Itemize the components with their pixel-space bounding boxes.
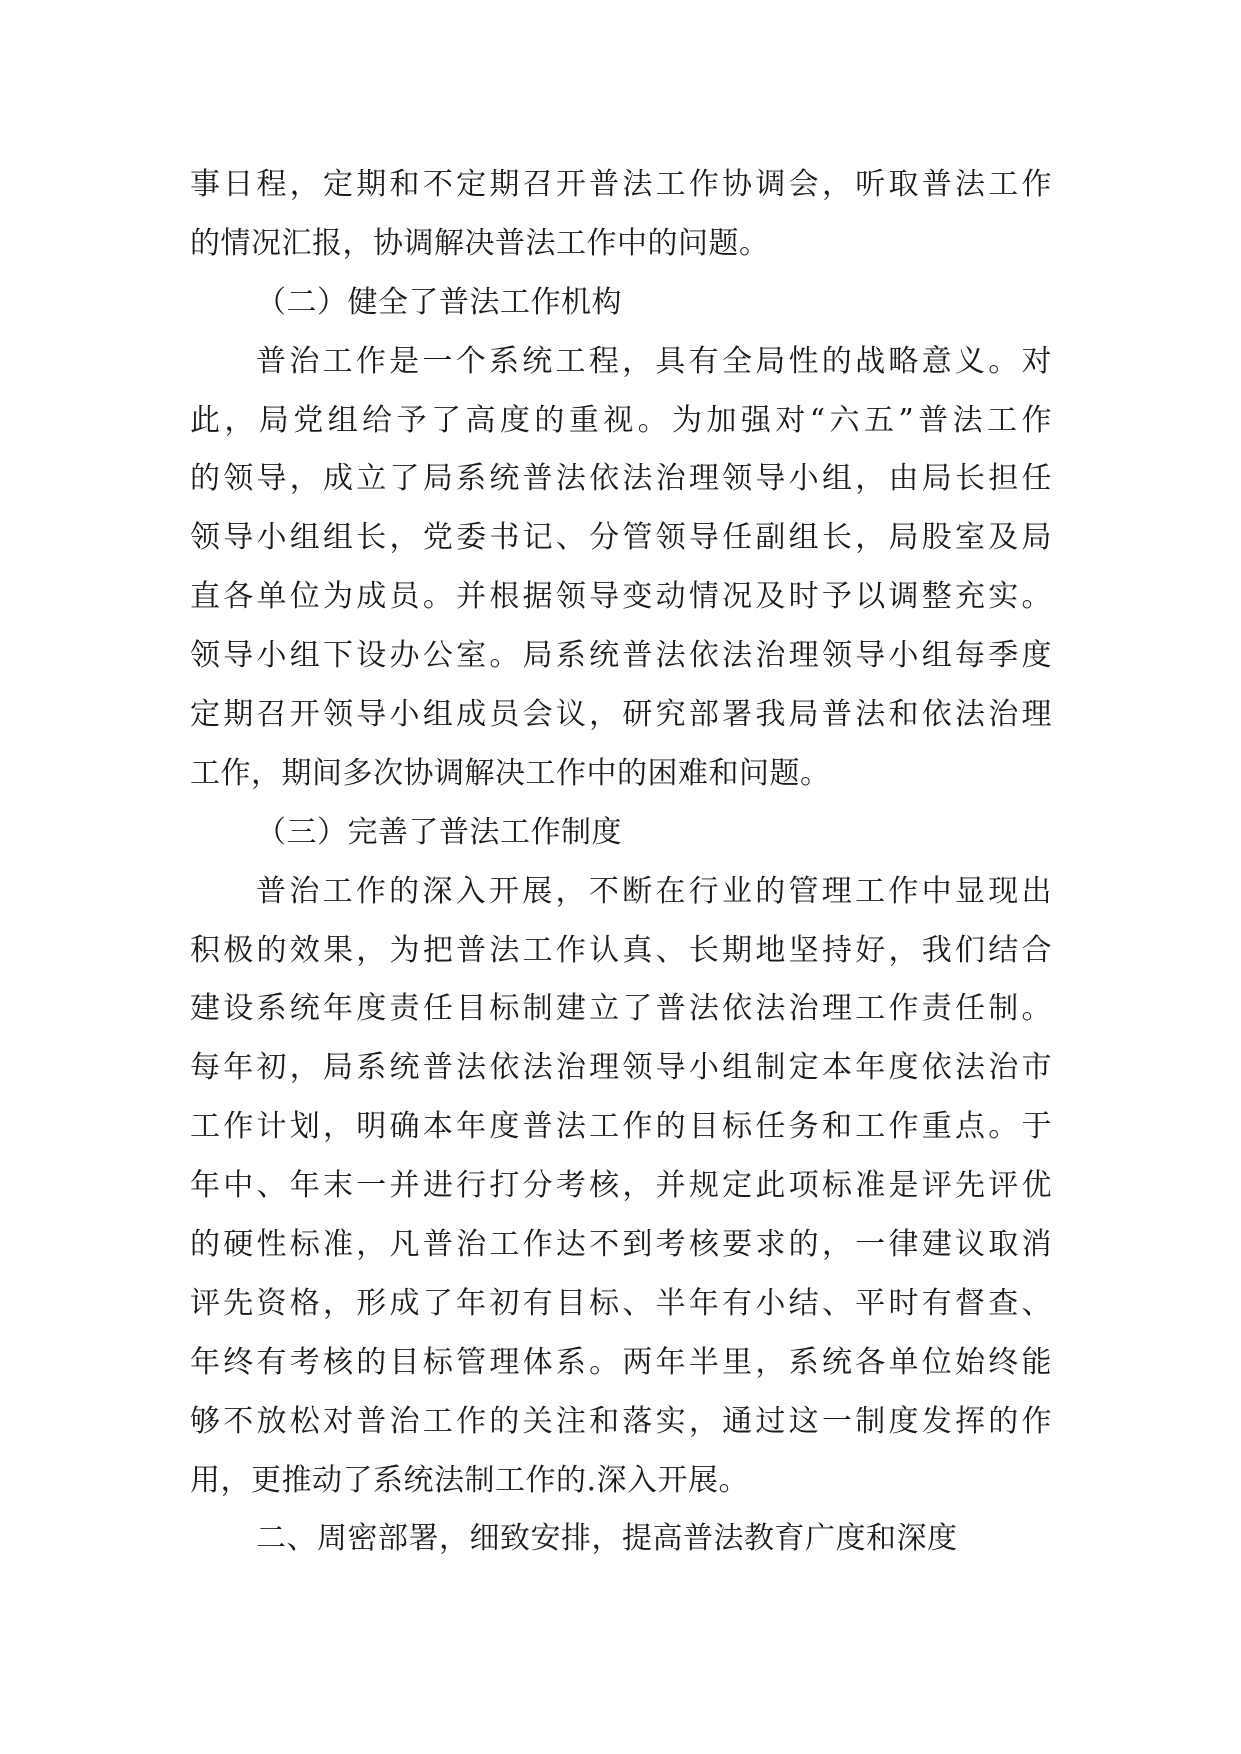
text-line: 评先资格，形成了年初有目标、半年有小结、平时有督查、	[190, 1285, 1052, 1321]
text-line: 年终有考核的目标管理体系。两年半里，系统各单位始终能	[190, 1344, 1052, 1380]
section-heading: 二、周密部署，细致安排，提高普法教育广度和深度	[256, 1521, 958, 1557]
text-line: 每年初，局系统普法依法治理领导小组制定本年度依法治市	[190, 1050, 1052, 1086]
text-line: 工作，期间多次协调解决工作中的困难和问题。	[190, 755, 831, 791]
text-line: 此，局党组给予了高度的重视。为加强对“六五”普法工作	[190, 402, 1052, 438]
text-line: 定期召开领导小组成员会议，研究部署我局普法和依法治理	[190, 697, 1052, 733]
text-line: 的硬性标准，凡普治工作达不到考核要求的，一律建议取消	[190, 1227, 1052, 1263]
text-line: 普治工作的深入开展，不断在行业的管理工作中显现出	[256, 873, 1052, 909]
text-line: 事日程，定期和不定期召开普法工作协调会，听取普法工作	[190, 167, 1052, 202]
text-line: 普治工作是一个系统工程，具有全局性的战略意义。对	[256, 343, 1052, 379]
document-body	[190, 156, 1052, 1569]
text-line: 的情况汇报，协调解决普法工作中的问题。	[190, 225, 770, 261]
text-line: 的领导，成立了局系统普法依法治理领导小组，由局长担任	[190, 461, 1052, 497]
text-line: 够不放松对普治工作的关注和落实，通过这一制度发挥的作	[190, 1403, 1052, 1439]
text-line: 年中、年末一并进行打分考核，并规定此项标准是评先评优	[190, 1168, 1052, 1204]
subsection-heading: （三）完善了普法工作制度	[256, 814, 622, 850]
text-line: 建设系统年度责任目标制建立了普法依法治理工作责任制。	[190, 991, 1052, 1027]
text-line: 领导小组下设办公室。局系统普法依法治理领导小组每季度	[190, 638, 1052, 674]
text-line: 用，更推动了系统法制工作的.深入开展。	[190, 1462, 750, 1498]
text-line: 工作计划，明确本年度普法工作的目标任务和工作重点。于	[190, 1109, 1052, 1145]
text-line: 直各单位为成员。并根据领导变动情况及时予以调整充实。	[190, 579, 1052, 615]
subsection-heading: （二）健全了普法工作机构	[256, 284, 622, 320]
text-line: 领导小组组长，党委书记、分管领导任副组长，局股室及局	[190, 520, 1052, 556]
text-line: 积极的效果，为把普法工作认真、长期地坚持好，我们结合	[190, 932, 1052, 968]
